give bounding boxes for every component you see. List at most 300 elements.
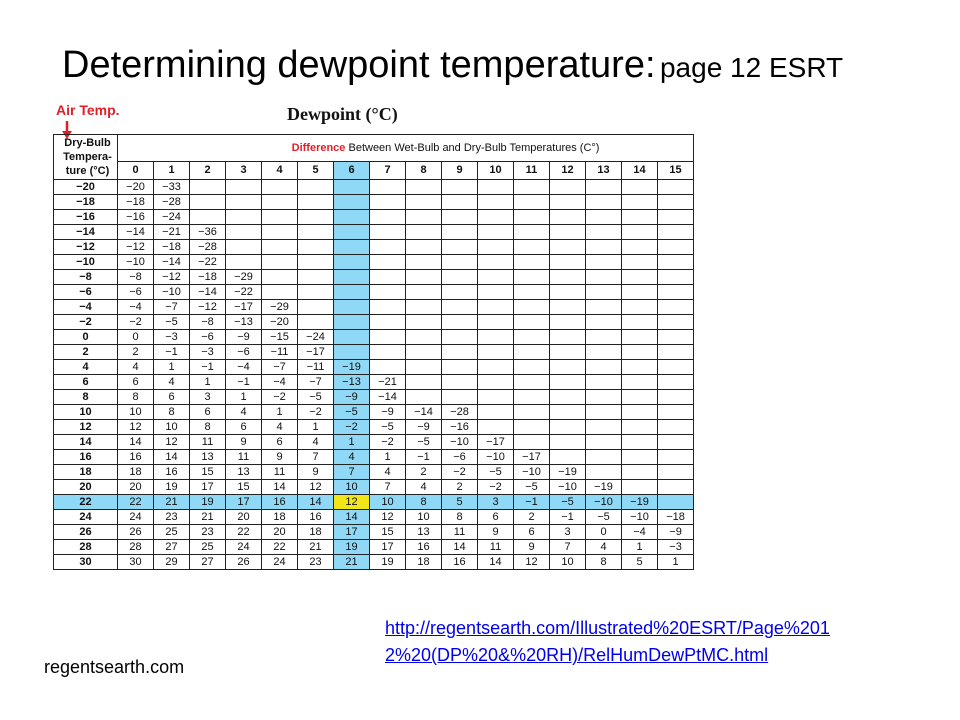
table-cell [262, 195, 298, 210]
table-cell [622, 435, 658, 450]
table-cell: 15 [370, 525, 406, 540]
table-cell: 21 [298, 540, 334, 555]
column-number-row [54, 162, 694, 180]
table-cell: 18 [298, 525, 334, 540]
table-cell: −10 [442, 435, 478, 450]
table-cell [514, 195, 550, 210]
table-cell: 12 [370, 510, 406, 525]
table-cell: 1 [370, 450, 406, 465]
table-cell: 16 [298, 510, 334, 525]
table-cell [622, 180, 658, 195]
table-cell: 4 [334, 450, 370, 465]
dewpoint-table-container [53, 134, 693, 570]
table-cell: 24 [118, 510, 154, 525]
table-cell [550, 240, 586, 255]
table-cell [406, 225, 442, 240]
table-cell: 6 [478, 510, 514, 525]
table-cell [478, 330, 514, 345]
table-cell: 7 [370, 480, 406, 495]
table-cell [334, 285, 370, 300]
table-cell: 18 [406, 555, 442, 570]
table-cell: −7 [154, 300, 190, 315]
row-temperature-label: 0 [54, 330, 118, 345]
table-cell: 25 [190, 540, 226, 555]
table-cell [406, 285, 442, 300]
table-cell: 4 [118, 360, 154, 375]
table-cell: 1 [334, 435, 370, 450]
table-cell [298, 225, 334, 240]
table-cell: 5 [622, 555, 658, 570]
table-row [54, 420, 694, 435]
table-cell: −5 [298, 390, 334, 405]
table-cell [514, 240, 550, 255]
table-cell: −9 [370, 405, 406, 420]
table-cell: −1 [154, 345, 190, 360]
table-cell: −19 [622, 495, 658, 510]
table-row [54, 225, 694, 240]
table-cell [586, 225, 622, 240]
table-cell [190, 180, 226, 195]
table-cell: −5 [370, 420, 406, 435]
table-cell [226, 210, 262, 225]
table-cell [478, 285, 514, 300]
table-cell [406, 180, 442, 195]
table-cell [478, 300, 514, 315]
table-cell [550, 330, 586, 345]
table-cell: 9 [226, 435, 262, 450]
table-cell [478, 240, 514, 255]
table-cell: 2 [118, 345, 154, 360]
table-cell [658, 495, 694, 510]
table-cell [514, 375, 550, 390]
table-cell [298, 285, 334, 300]
table-cell [586, 345, 622, 360]
table-cell: −20 [262, 315, 298, 330]
table-cell [514, 255, 550, 270]
table-cell: −17 [298, 345, 334, 360]
table-cell: 14 [262, 480, 298, 495]
table-cell [406, 390, 442, 405]
table-cell [622, 480, 658, 495]
table-cell: 6 [154, 390, 190, 405]
table-cell [622, 315, 658, 330]
table-cell [226, 240, 262, 255]
table-cell: −10 [586, 495, 622, 510]
table-cell [514, 405, 550, 420]
table-cell: −21 [370, 375, 406, 390]
table-cell: 24 [262, 555, 298, 570]
row-temperature-label: 8 [54, 390, 118, 405]
table-cell: 13 [226, 465, 262, 480]
table-cell: 12 [514, 555, 550, 570]
table-cell: −15 [262, 330, 298, 345]
table-cell: 21 [334, 555, 370, 570]
table-cell [514, 330, 550, 345]
table-cell: −22 [226, 285, 262, 300]
dry-bulb-header-line: Tempera- [63, 151, 112, 163]
table-row [54, 180, 694, 195]
table-cell: −5 [478, 465, 514, 480]
table-cell: −9 [334, 390, 370, 405]
table-cell [658, 195, 694, 210]
table-cell: 17 [334, 525, 370, 540]
table-cell: 20 [226, 510, 262, 525]
table-cell [586, 390, 622, 405]
table-cell [370, 195, 406, 210]
column-header: 1 [154, 162, 190, 180]
table-cell: −12 [118, 240, 154, 255]
table-cell [658, 420, 694, 435]
table-cell: 14 [118, 435, 154, 450]
table-cell [262, 225, 298, 240]
table-cell [622, 345, 658, 360]
row-temperature-label: −12 [54, 240, 118, 255]
table-cell: −5 [154, 315, 190, 330]
table-cell: 25 [154, 525, 190, 540]
table-cell: −2 [262, 390, 298, 405]
table-cell: −10 [514, 465, 550, 480]
table-cell: −10 [154, 285, 190, 300]
table-cell: −1 [550, 510, 586, 525]
table-cell [658, 375, 694, 390]
table-cell [478, 195, 514, 210]
table-cell: 11 [262, 465, 298, 480]
table-cell: 7 [334, 465, 370, 480]
table-cell: −29 [226, 270, 262, 285]
table-cell: 9 [262, 450, 298, 465]
table-cell: 26 [118, 525, 154, 540]
table-cell [514, 315, 550, 330]
table-cell [478, 270, 514, 285]
table-cell: 21 [190, 510, 226, 525]
table-cell: −2 [370, 435, 406, 450]
table-cell: 0 [586, 525, 622, 540]
table-cell [406, 195, 442, 210]
table-cell [478, 225, 514, 240]
table-cell: 11 [478, 540, 514, 555]
table-cell: 12 [154, 435, 190, 450]
table-cell [406, 360, 442, 375]
table-cell: 10 [334, 480, 370, 495]
table-cell [586, 405, 622, 420]
table-cell [622, 420, 658, 435]
row-temperature-label: −4 [54, 300, 118, 315]
table-cell [550, 180, 586, 195]
table-cell: 8 [586, 555, 622, 570]
table-cell: 1 [622, 540, 658, 555]
table-cell: −7 [298, 375, 334, 390]
table-cell: −4 [262, 375, 298, 390]
table-cell [622, 210, 658, 225]
table-cell [406, 240, 442, 255]
table-cell: 19 [370, 555, 406, 570]
table-cell [370, 315, 406, 330]
table-cell: −5 [406, 435, 442, 450]
table-cell [442, 390, 478, 405]
table-cell: 8 [154, 405, 190, 420]
table-cell: 10 [154, 420, 190, 435]
row-temperature-label: 16 [54, 450, 118, 465]
table-cell: 19 [334, 540, 370, 555]
table-cell [622, 465, 658, 480]
table-cell [586, 285, 622, 300]
table-cell: 21 [154, 495, 190, 510]
table-cell: 16 [154, 465, 190, 480]
table-cell: −18 [154, 240, 190, 255]
table-cell: −3 [190, 345, 226, 360]
table-cell: 17 [190, 480, 226, 495]
table-cell: −13 [334, 375, 370, 390]
table-cell [370, 240, 406, 255]
table-cell: −11 [262, 345, 298, 360]
table-cell: 28 [118, 540, 154, 555]
table-cell [658, 270, 694, 285]
table-cell [658, 450, 694, 465]
table-cell [586, 255, 622, 270]
table-cell [550, 285, 586, 300]
table-cell [550, 210, 586, 225]
table-cell: −2 [478, 480, 514, 495]
table-cell: −19 [550, 465, 586, 480]
table-cell [658, 465, 694, 480]
table-cell: −8 [118, 270, 154, 285]
table-cell [370, 285, 406, 300]
table-cell: 17 [370, 540, 406, 555]
table-cell [622, 225, 658, 240]
table-cell [226, 195, 262, 210]
table-row [54, 375, 694, 390]
row-temperature-label: −16 [54, 210, 118, 225]
table-cell: −8 [190, 315, 226, 330]
table-cell: −36 [190, 225, 226, 240]
table-row [54, 435, 694, 450]
table-cell [586, 435, 622, 450]
source-link[interactable]: http://regentsearth.com/Illustrated%20ESRT/Page%2012%20(DP%20&%20RH)/RelHumDewPtMC.html [385, 618, 830, 665]
table-cell: 14 [478, 555, 514, 570]
table-cell: −20 [118, 180, 154, 195]
table-row [54, 345, 694, 360]
row-temperature-label: −20 [54, 180, 118, 195]
table-cell: 10 [406, 510, 442, 525]
table-row [54, 360, 694, 375]
table-cell: 17 [226, 495, 262, 510]
table-cell: 18 [262, 510, 298, 525]
table-cell: 11 [226, 450, 262, 465]
table-cell [442, 180, 478, 195]
table-cell [226, 255, 262, 270]
table-cell: −10 [118, 255, 154, 270]
table-cell: 22 [118, 495, 154, 510]
table-cell [658, 300, 694, 315]
table-row [54, 270, 694, 285]
table-cell [262, 240, 298, 255]
table-cell [550, 315, 586, 330]
table-cell [334, 315, 370, 330]
table-cell [334, 225, 370, 240]
difference-label: Difference [291, 142, 346, 154]
table-cell [622, 240, 658, 255]
column-header: 15 [658, 162, 694, 180]
table-cell: −13 [226, 315, 262, 330]
row-temperature-label: 14 [54, 435, 118, 450]
table-cell [658, 330, 694, 345]
table-cell [622, 390, 658, 405]
table-cell [550, 390, 586, 405]
difference-header [118, 135, 694, 162]
table-cell [442, 225, 478, 240]
table-cell [406, 330, 442, 345]
table-cell [622, 270, 658, 285]
table-cell: 7 [298, 450, 334, 465]
table-cell [586, 360, 622, 375]
table-cell: −10 [478, 450, 514, 465]
table-cell [622, 450, 658, 465]
table-cell [478, 345, 514, 360]
column-header: 4 [262, 162, 298, 180]
table-cell [478, 420, 514, 435]
table-cell [658, 405, 694, 420]
table-cell: 24 [226, 540, 262, 555]
table-cell [550, 225, 586, 240]
table-cell: 30 [118, 555, 154, 570]
table-cell [622, 300, 658, 315]
table-cell [262, 285, 298, 300]
table-cell [334, 330, 370, 345]
table-cell [622, 330, 658, 345]
table-cell: −5 [550, 495, 586, 510]
table-cell: −14 [190, 285, 226, 300]
table-cell: 11 [190, 435, 226, 450]
table-cell [298, 255, 334, 270]
table-cell: −9 [658, 525, 694, 540]
table-row [54, 480, 694, 495]
table-cell: −4 [118, 300, 154, 315]
table-cell [514, 210, 550, 225]
row-temperature-label: 18 [54, 465, 118, 480]
column-header: 8 [406, 162, 442, 180]
slide-title [62, 44, 942, 87]
row-temperature-label: −8 [54, 270, 118, 285]
table-cell: −14 [370, 390, 406, 405]
table-cell: −6 [190, 330, 226, 345]
table-cell: −18 [658, 510, 694, 525]
column-header: 11 [514, 162, 550, 180]
table-cell [406, 375, 442, 390]
table-cell [334, 270, 370, 285]
table-cell: 15 [226, 480, 262, 495]
table-cell: −3 [658, 540, 694, 555]
table-row [54, 240, 694, 255]
table-cell: −28 [154, 195, 190, 210]
table-cell [550, 270, 586, 285]
row-temperature-label: 6 [54, 375, 118, 390]
table-cell [334, 345, 370, 360]
column-header: 0 [118, 162, 154, 180]
table-cell: 10 [550, 555, 586, 570]
table-cell [334, 300, 370, 315]
table-cell [226, 225, 262, 240]
row-temperature-label: −18 [54, 195, 118, 210]
table-cell: −2 [118, 315, 154, 330]
table-cell [514, 420, 550, 435]
table-cell: 1 [298, 420, 334, 435]
table-cell: 10 [370, 495, 406, 510]
table-cell [586, 315, 622, 330]
table-cell: −17 [514, 450, 550, 465]
dry-bulb-header-line: ture (°C) [65, 165, 110, 177]
slide-title-main: Determining dewpoint temperature: [62, 44, 656, 86]
table-cell [442, 375, 478, 390]
table-row [54, 195, 694, 210]
table-cell [586, 300, 622, 315]
table-cell [514, 390, 550, 405]
table-cell [478, 360, 514, 375]
slide-title-sub: page 12 ESRT [659, 52, 844, 83]
table-cell: 3 [550, 525, 586, 540]
table-cell [586, 195, 622, 210]
table-cell: 4 [406, 480, 442, 495]
table-cell: −4 [622, 525, 658, 540]
column-header: 5 [298, 162, 334, 180]
row-temperature-label: 2 [54, 345, 118, 360]
table-cell: −19 [586, 480, 622, 495]
table-cell [442, 345, 478, 360]
table-cell: 9 [514, 540, 550, 555]
table-cell: 4 [226, 405, 262, 420]
table-cell: 26 [226, 555, 262, 570]
table-cell [226, 180, 262, 195]
table-cell: −10 [622, 510, 658, 525]
table-cell: −6 [442, 450, 478, 465]
row-temperature-label: −6 [54, 285, 118, 300]
table-cell: 7 [550, 540, 586, 555]
column-header: 2 [190, 162, 226, 180]
table-cell: 16 [118, 450, 154, 465]
table-cell: −2 [298, 405, 334, 420]
table-cell [262, 270, 298, 285]
table-cell: 9 [478, 525, 514, 540]
row-temperature-label: 26 [54, 525, 118, 540]
table-cell: 15 [190, 465, 226, 480]
table-cell: 27 [154, 540, 190, 555]
table-row [54, 330, 694, 345]
column-header: 7 [370, 162, 406, 180]
table-cell [622, 375, 658, 390]
table-cell: 12 [298, 480, 334, 495]
table-cell [586, 270, 622, 285]
table-cell [370, 255, 406, 270]
table-cell [298, 240, 334, 255]
table-cell [514, 435, 550, 450]
table-cell: −14 [406, 405, 442, 420]
table-cell: 12 [334, 495, 370, 510]
table-cell: 8 [406, 495, 442, 510]
table-cell: 8 [442, 510, 478, 525]
table-cell [478, 390, 514, 405]
table-cell [478, 405, 514, 420]
table-cell: 12 [118, 420, 154, 435]
table-cell: 4 [370, 465, 406, 480]
table-cell: 13 [190, 450, 226, 465]
table-cell: 2 [442, 480, 478, 495]
table-cell [442, 285, 478, 300]
dry-bulb-header [54, 135, 118, 180]
table-cell [334, 210, 370, 225]
table-cell: −14 [154, 255, 190, 270]
table-cell: −6 [118, 285, 154, 300]
table-cell [514, 300, 550, 315]
column-header: 6 [334, 162, 370, 180]
